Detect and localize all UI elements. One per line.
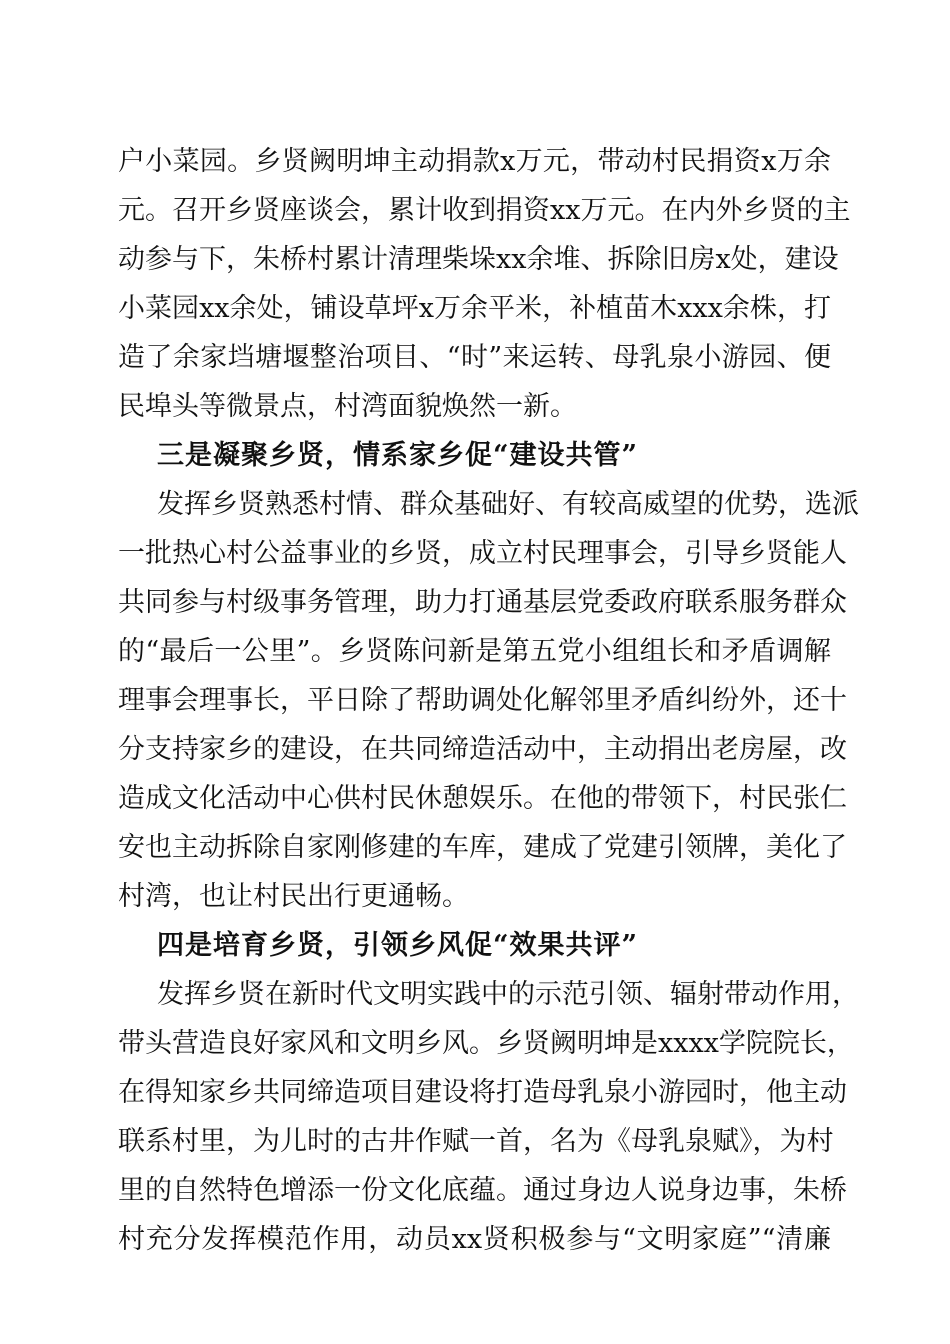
- text-line: 民埠头等微景点，村湾面貌焕然一新。: [118, 391, 577, 422]
- text-line: 造了余家垱塘堰整治项目、“时”来运转、母乳泉小游园、便: [118, 342, 831, 373]
- text-line: 的“最后一公里”。乡贤陈问新是第五党小组组长和矛盾调解: [118, 636, 831, 667]
- text-line: 里的自然特色增添一份文化底蕴。通过身边人说身边事，朱桥: [118, 1175, 847, 1206]
- text-line: 分支持家乡的建设，在共同缔造活动中，主动捐出老房屋，改: [118, 734, 847, 765]
- text-line: 发挥乡贤在新时代文明实践中的示范引领、辐射带动作用，: [157, 979, 859, 1010]
- text-line: 在得知家乡共同缔造项目建设将打造母乳泉小游园时，他主动: [118, 1077, 847, 1108]
- text-line: 一批热心村公益事业的乡贤，成立村民理事会，引导乡贤能人: [118, 538, 847, 569]
- text-line: 发挥乡贤熟悉村情、群众基础好、有较高威望的优势，选派: [157, 489, 859, 520]
- text-line: 元。召开乡贤座谈会，累计收到捐资xx万元。在内外乡贤的主: [118, 195, 851, 226]
- section-heading-4: 四是培育乡贤，引领乡风促“效果共评”: [157, 930, 639, 961]
- text-line: 动参与下，朱桥村累计清理柴垛xx余堆、拆除旧房x处，建设: [118, 244, 839, 275]
- text-line: 共同参与村级事务管理，助力打通基层党委政府联系服务群众: [118, 587, 847, 618]
- text-line: 理事会理事长，平日除了帮助调处化解邻里矛盾纠纷外，还十: [118, 685, 847, 716]
- text-line: 村湾，也让村民出行更通畅。: [118, 881, 469, 912]
- text-line: 安也主动拆除自家刚修建的车库，建成了党建引领牌，美化了: [118, 832, 847, 863]
- text-line: 带头营造良好家风和文明乡风。乡贤阙明坤是xxxx学院院长，: [118, 1028, 854, 1059]
- text-line: 户小菜园。乡贤阙明坤主动捐款x万元，带动村民捐资x万余: [118, 146, 831, 177]
- text-line: 小菜园xx余处，铺设草坪x万余平米，补植苗木xxx余株，打: [118, 293, 831, 324]
- text-line: 村充分发挥模范作用，动员xx贤积极参与“文明家庭”“清廉: [118, 1224, 831, 1255]
- section-heading-3: 三是凝聚乡贤，情系家乡促“建设共管”: [157, 440, 639, 471]
- text-line: 联系村里，为儿时的古井作赋一首，名为《母乳泉赋》，为村: [118, 1126, 834, 1157]
- text-line: 造成文化活动中心供村民休憩娱乐。在他的带领下，村民张仁: [118, 783, 847, 814]
